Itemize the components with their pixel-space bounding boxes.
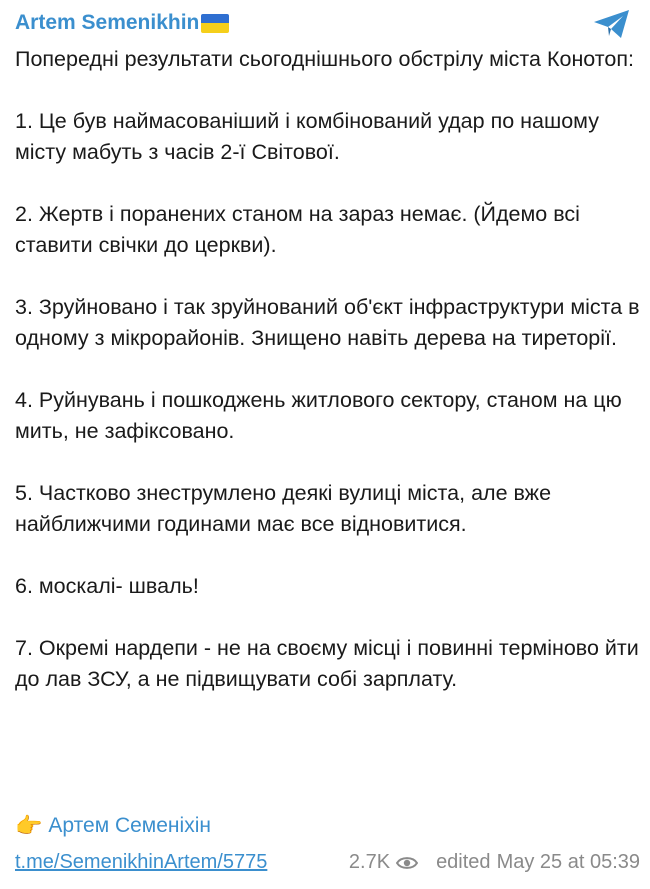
- post-date: May 25 at 05:39: [496, 851, 640, 873]
- ukraine-flag-icon: [201, 14, 229, 33]
- post-body: [15, 44, 640, 695]
- post-item-7: 7. Окремі нардепи - не на своєму місці і повинні терміново йти до лав ЗСУ, а не підвищувати собі зарплату.: [15, 636, 639, 691]
- post-meta: [349, 851, 640, 874]
- author-name[interactable]: Artem Semenikhin: [15, 11, 200, 34]
- signature: [15, 813, 211, 839]
- post-item-3: 3. Зруйновано і так зруйнований об'єкт інфраструктури міста в одному з мікрорайонів. Знищено навіть дерева на тиреторії.: [15, 295, 640, 350]
- share-arrow-icon[interactable]: [592, 8, 632, 40]
- post-intro: Попередні результати сьогоднішнього обстрілу міста Конотоп:: [15, 47, 634, 71]
- post-item-2: 2. Жертв і поранених станом на зараз немає. (Йдемо всі ставити свічки до церкви).: [15, 202, 580, 257]
- pointing-hand-icon: 👉: [15, 813, 43, 838]
- telegram-post: [15, 0, 640, 889]
- edited-label: edited: [436, 851, 491, 873]
- post-item-1: 1. Це був наймасованіший і комбінований удар по нашому місту мабуть з часів 2-ї Світової.: [15, 109, 599, 164]
- post-item-4: 4. Руйнувань і пошкоджень житлового сектору, станом на цю мить, не зафіксовано.: [15, 388, 622, 443]
- post-footer: [15, 849, 640, 879]
- post-header: [15, 6, 229, 40]
- post-link[interactable]: t.me/SemenikhinArtem/5775: [15, 851, 268, 873]
- post-item-5: 5. Частково знеструмлено деякі вулиці міста, але вже найближчими годинами має все відновитися.: [15, 481, 552, 536]
- view-count: 2.7K: [348, 851, 391, 873]
- signature-link[interactable]: Артем Семеніхін: [48, 814, 211, 837]
- eye-icon: [396, 855, 418, 871]
- post-item-6: 6. москалі- шваль!: [15, 574, 199, 598]
